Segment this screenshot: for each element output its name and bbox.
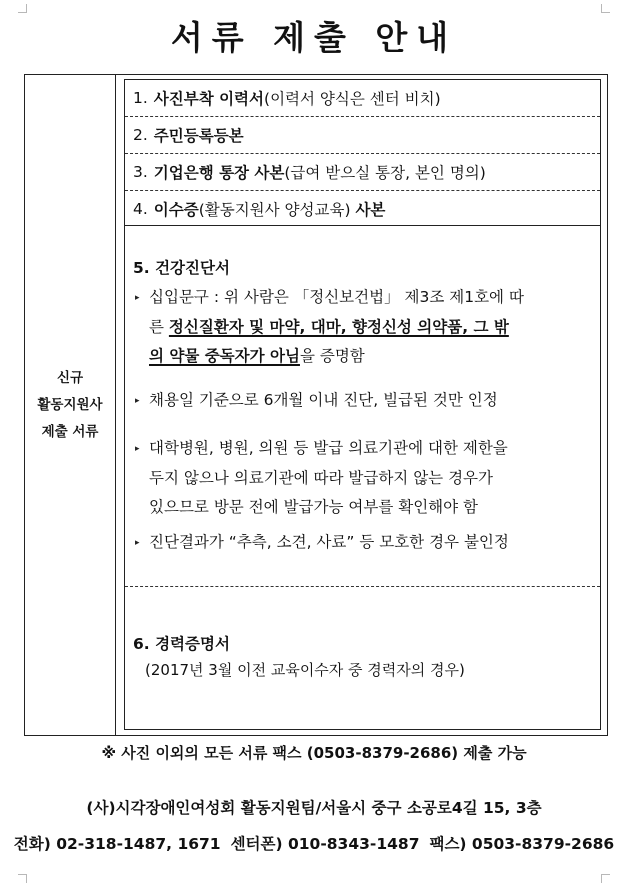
bullet-text: 을 증명함 — [299, 347, 365, 365]
item-note: (이력서 양식은 센터 비치) — [264, 90, 441, 108]
health-career-box — [124, 225, 601, 730]
item-number: 1. — [133, 89, 148, 107]
item-title: 기업은행 통장 사본 — [153, 164, 285, 182]
item-note: (활동지원사 양성교육) — [198, 201, 356, 219]
item-title: 이수증 — [153, 201, 199, 219]
bullet-triangle-icon: ▸ — [135, 293, 140, 303]
bullet-text: 른 — [149, 318, 169, 336]
career-certificate-section — [125, 586, 600, 729]
bullet-emphasis: 의 약물 중독자가 아님 — [149, 347, 300, 365]
document-item-certificate — [125, 190, 600, 227]
center-phone-number: 센터폰) 010-8343-1487 — [230, 835, 420, 853]
health-bullet-institutions — [135, 434, 594, 522]
bullet-text: 채용일 기준으로 6개월 이내 진단, 빌급된 것만 인정 — [149, 391, 498, 409]
category-label — [37, 365, 102, 446]
category-line: 제출 서류 — [41, 423, 99, 440]
category-line: 신규 — [56, 369, 84, 386]
bullet-triangle-icon: ▸ — [135, 444, 140, 454]
bullet-text: 두지 않으나 의료기관에 따라 발급하지 않는 경우가 — [149, 469, 493, 487]
health-heading: 5. 건강진단서 — [133, 259, 230, 277]
bullet-text: 십입문구 : 위 사람은 「정신보건법」 제3조 제1호에 따 — [149, 288, 524, 306]
basic-documents-box — [124, 79, 601, 226]
document-item-resume — [125, 80, 600, 116]
documents-list — [116, 75, 607, 735]
item-number: 4. — [133, 200, 148, 218]
bullet-emphasis: 정신질환자 및 마약, 대마, 향정신성 의약품, 그 밖 — [168, 318, 509, 336]
career-note: (2017년 3월 이전 교육이수자 중 경력자의 경우) — [145, 661, 465, 679]
page-corner-mark — [18, 874, 27, 883]
career-heading: 6. 경력증명서 — [133, 635, 230, 653]
bullet-triangle-icon: ▸ — [135, 396, 140, 406]
item-note: (급여 받으실 통장, 본인 명의) — [284, 164, 486, 182]
bullet-text: 대학병원, 병원, 의원 등 발급 의료기관에 대한 제한을 — [149, 439, 508, 457]
item-title: 사진부착 이력서 — [153, 90, 265, 108]
health-certificate-section — [125, 226, 600, 586]
item-number: 2. — [133, 126, 148, 144]
organization-address: (사)시각장애인여성회 활동지원팀/서울시 중구 소공로4길 15, 3층 — [86, 799, 542, 817]
health-bullet-ambiguous — [135, 528, 594, 558]
fax-footnote: ※ 사진 이외의 모든 서류 팩스 (0503-8379-2686) 제출 가능 — [101, 744, 527, 762]
health-bullet-wording — [135, 283, 594, 371]
category-line: 활동지원사 — [37, 396, 103, 413]
bullet-triangle-icon: ▸ — [135, 538, 140, 548]
item-title: 주민등록등본 — [153, 127, 244, 145]
phone-number: 전화) 02-318-1487, 1671 — [13, 835, 221, 853]
documents-table — [24, 74, 608, 736]
item-number: 3. — [133, 163, 148, 181]
item-title-suffix: 사본 — [355, 201, 386, 219]
document-title: 서류 제출 안내 — [170, 18, 458, 57]
fax-number: 팩스) 0503-8379-2686 — [429, 835, 615, 853]
document-item-resident-register — [125, 116, 600, 153]
health-bullet-validity — [135, 386, 594, 416]
bullet-text: 진단결과가 “추측, 소견, 사료” 등 모호한 경우 불인정 — [149, 533, 509, 551]
category-cell — [25, 75, 116, 735]
contact-line — [0, 832, 628, 854]
page-corner-mark — [601, 874, 610, 883]
bullet-text: 있으므로 방문 전에 발급가능 여부를 확인해야 함 — [149, 498, 479, 516]
document-item-bankbook — [125, 153, 600, 190]
